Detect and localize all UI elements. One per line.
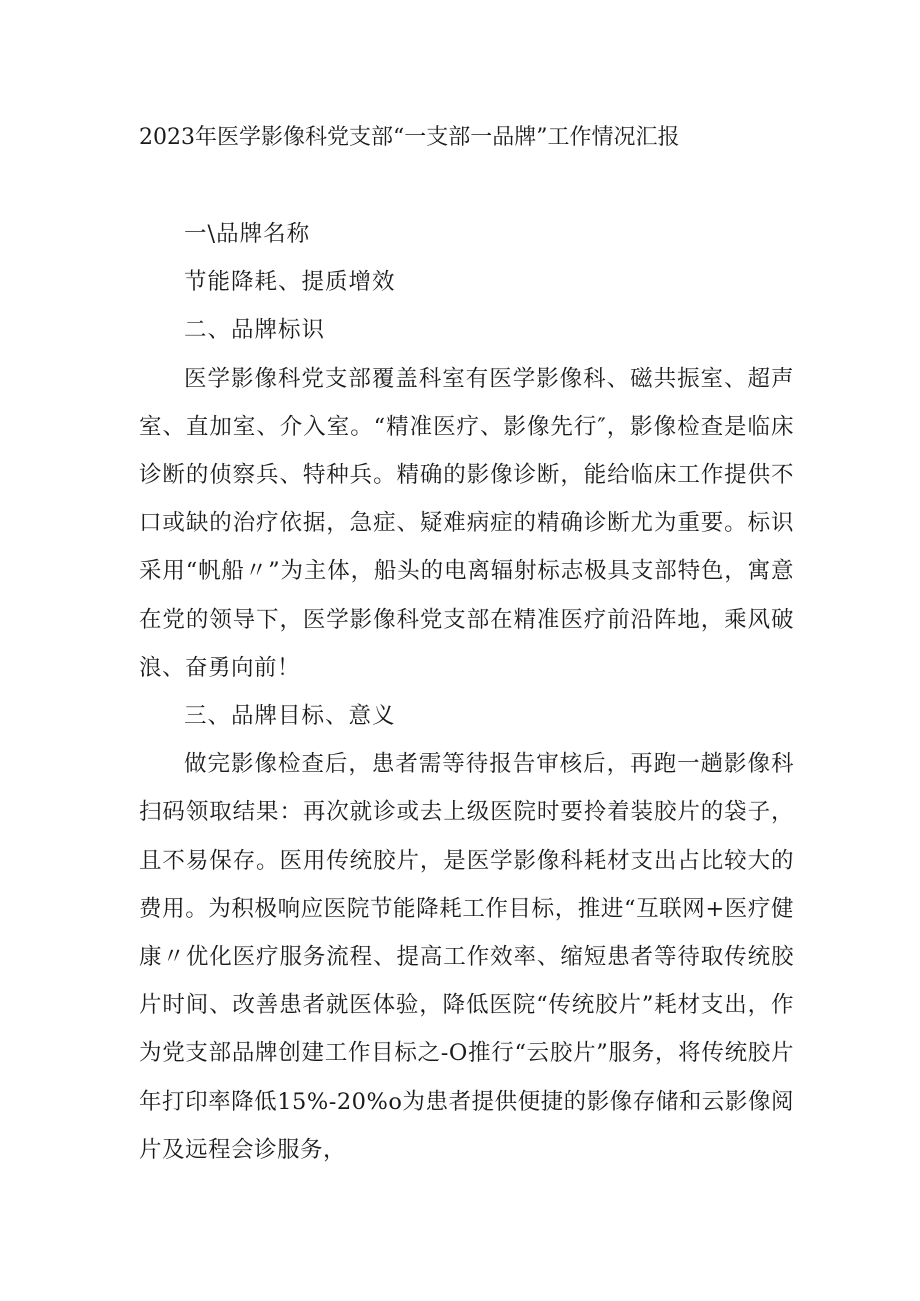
brand-logo-paragraph: 医学影像科党支部覆盖科室有医学影像科、磁共振室、超声室、直加室、介入室。“精准医疗、影像先行″，影像检查是临床诊断的侦察兵、特种兵。精确的影像诊断，能给临床工作提供不口或缺的治疗依据，急症、疑难病症的精确诊断尤为重要。标识采用“帆船〃”为主体，船头的电离辐射标志极具支部特色，寓意在党的领导下，医学影像科党支部在精准医疗前沿阵地，乘风破浪、奋勇向前！ bbox=[139, 365, 794, 681]
document-title: 2023年医学影像科党支部“一支部一品牌”工作情况汇报 bbox=[139, 125, 680, 150]
section-heading-brand-logo: 二、品牌标识 bbox=[184, 317, 326, 344]
section-heading-brand-goal: 三、品牌目标、意义 bbox=[184, 703, 396, 730]
document-body bbox=[139, 210, 794, 1174]
brand-goal-paragraph: 做完影像检查后，患者需等待报告审核后，再跑一趟影像科扫码领取结果：再次就诊或去上级医院时要拎着装胶片的袋子，且不易保存。医用传统胶片，是医学影像科耗材支出占比较大的费用。为积极响应医院节能降耗工作目标，推进“互联网+医疗健康〃优化医疗服务流程、提高工作效率、缩短患者等待取传统胶片时间、改善患者就医体验，降低医院“传统胶片”耗材支出，作为党支部品牌创建工作目标之-O推行“云胶片”服务，将传统胶片年打印率降低15%-20%o为患者提供便捷的影像存储和云影像阅片及远程会诊服务， bbox=[139, 751, 794, 1163]
section-heading-brand-name: 一\品牌名称 bbox=[184, 221, 311, 247]
brand-name-text: 节能降耗、提质增效 bbox=[184, 269, 396, 296]
